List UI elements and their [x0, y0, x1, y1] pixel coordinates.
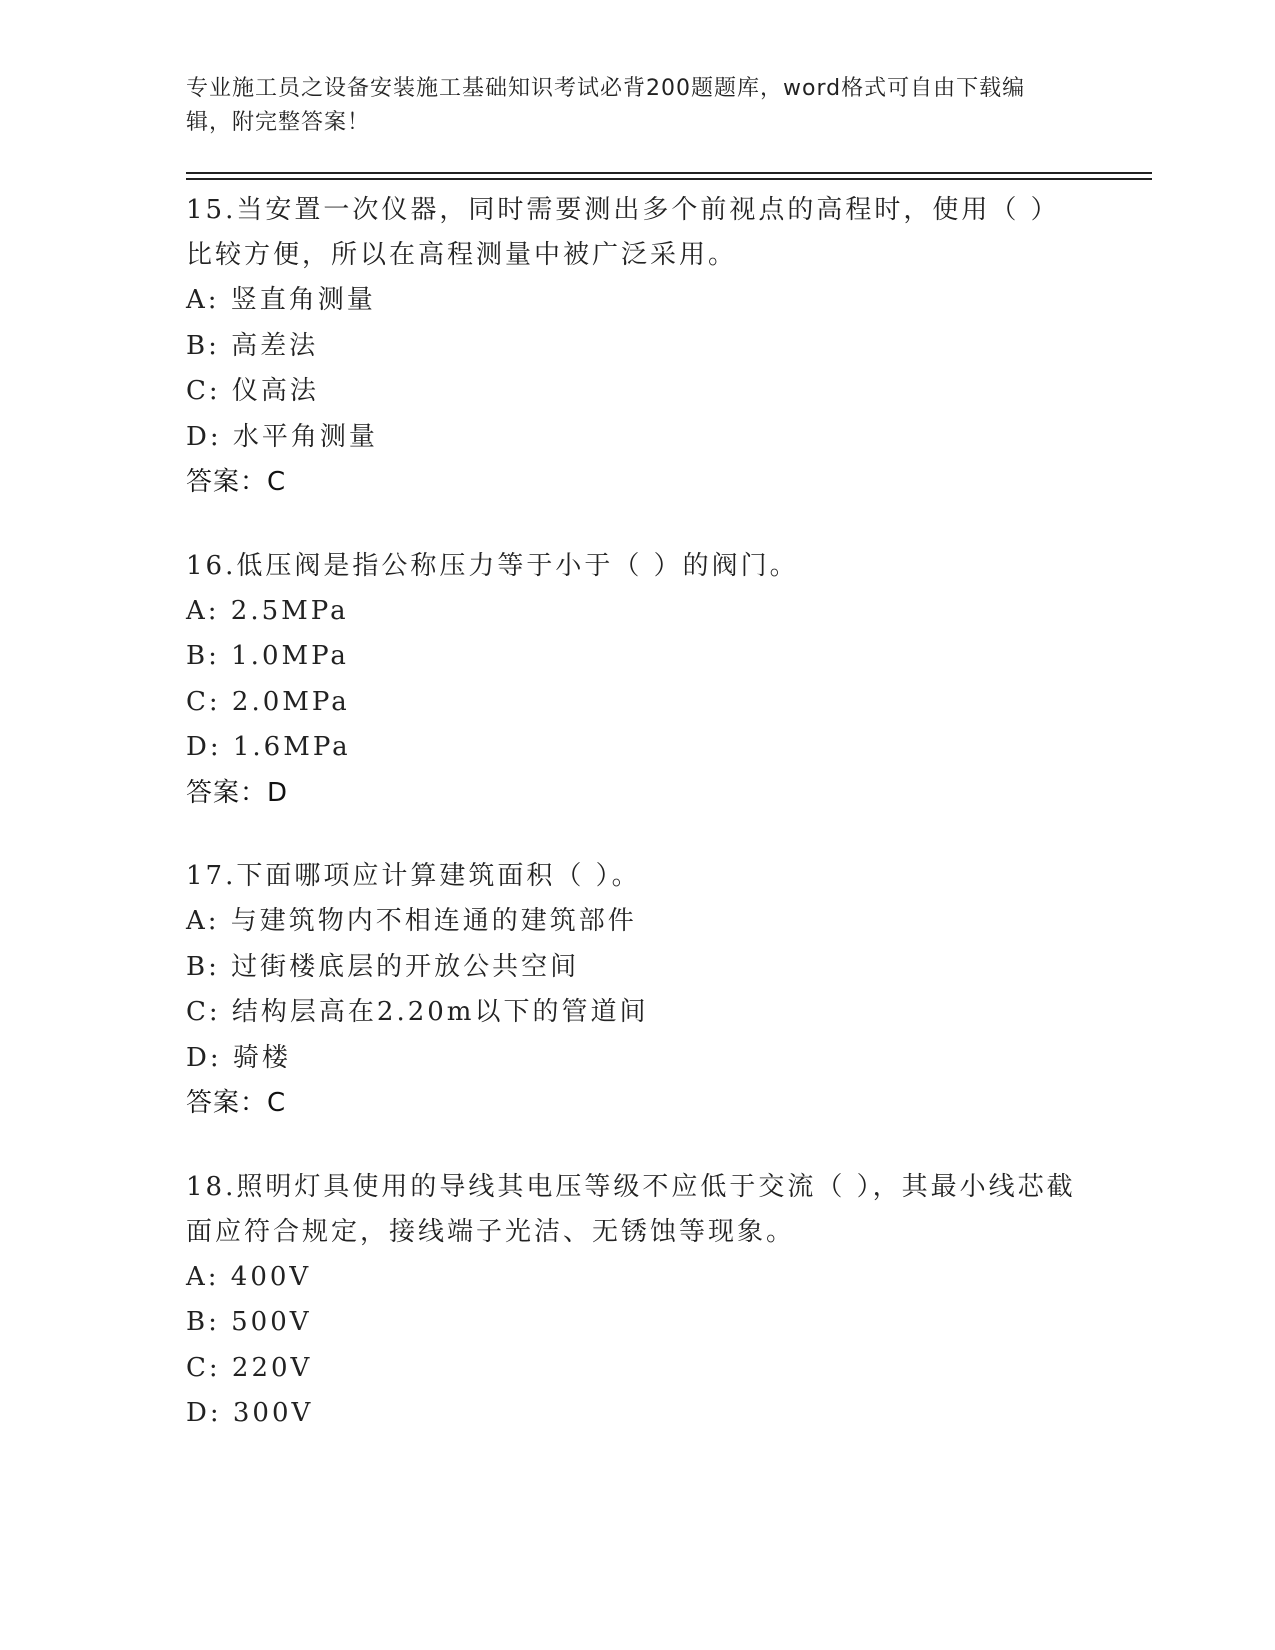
- option-b: B: 过街楼底层的开放公共空间: [186, 951, 580, 982]
- question-16: [186, 544, 1086, 817]
- question-18: [186, 1165, 1086, 1437]
- answer-line: 答案：D: [186, 777, 289, 808]
- question-text: 18.照明灯具使用的导线其电压等级不应低于交流（ ），其最小线芯截面应符合规定，接线端子光洁、无锈蚀等现象。: [186, 1171, 1076, 1247]
- option-a: A: 竖直角测量: [186, 285, 376, 315]
- header-rule-bottom: [186, 178, 1152, 180]
- option-b: B: 500V: [186, 1307, 312, 1337]
- option-d: D: 300V: [186, 1398, 314, 1428]
- option-c: C: 仪高法: [186, 376, 319, 406]
- header-rule-top: [186, 172, 1152, 174]
- option-c: C: 2.0MPa: [186, 686, 350, 717]
- option-a: A: 与建筑物内不相连通的建筑部件: [186, 906, 637, 936]
- option-d: D: 1.6MPa: [186, 732, 351, 762]
- document-header: [186, 72, 1066, 140]
- question-17: [186, 854, 1086, 1127]
- question-list: [186, 188, 1086, 1475]
- question-text: 16.低压阀是指公称压力等于小于（ ）的阀门。: [186, 550, 799, 581]
- option-b: B: 1.0MPa: [186, 641, 349, 671]
- option-b: B: 高差法: [186, 330, 319, 361]
- question-text: 17.下面哪项应计算建筑面积（ ）。: [186, 861, 641, 891]
- option-c: C: 结构层高在2.20m以下的管道间: [186, 997, 649, 1027]
- option-d: D: 水平角测量: [186, 421, 378, 452]
- header-title: 专业施工员之设备安装施工基础知识考试必背200题题库，word格式可自由下载编辑，附完整答案！: [186, 76, 1026, 135]
- option-a: A: 400V: [186, 1261, 312, 1292]
- question-text: 15.当安置一次仪器，同时需要测出多个前视点的高程时，使用（ ）比较方便，所以在高程测量中被广泛采用。: [186, 195, 1060, 270]
- option-d: D: 骑楼: [186, 1042, 291, 1073]
- option-c: C: 220V: [186, 1352, 313, 1383]
- option-a: A: 2.5MPa: [186, 595, 349, 626]
- question-15: [186, 188, 1086, 506]
- answer-line: 答案：C: [186, 1088, 287, 1118]
- answer-line: 答案：C: [186, 467, 287, 497]
